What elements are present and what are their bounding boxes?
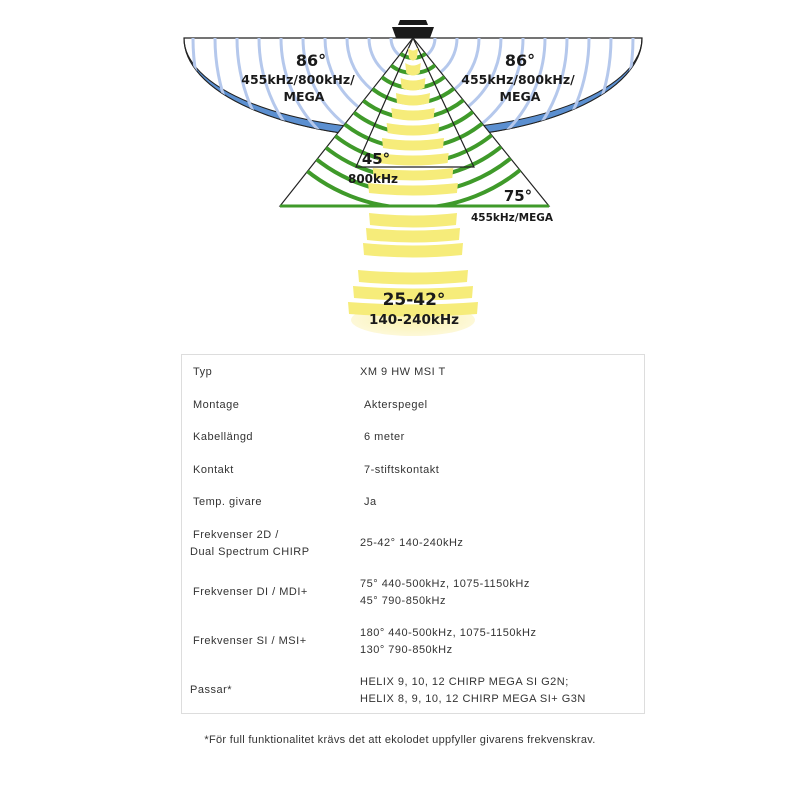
spec-label: Kontakt — [193, 464, 234, 476]
spec-label: Typ — [193, 366, 213, 378]
di-narrow-freq: 800kHz — [347, 172, 399, 186]
spec-value: 25-42° 140-240kHz — [360, 537, 464, 549]
spec-value: XM 9 HW MSI T — [360, 366, 446, 378]
spec-label: Kabellängd — [193, 431, 254, 443]
spec-value: 130° 790-850kHz — [360, 644, 453, 656]
spec-value: HELIX 8, 9, 10, 12 CHIRP MEGA SI+ G3N — [360, 693, 586, 705]
side-angle-left: 86° — [295, 51, 327, 70]
side-freq-right: 455kHz/800kHz/ — [461, 72, 575, 87]
spec-label: Frekvenser SI / MSI+ — [193, 635, 307, 647]
spec-value: 180° 440-500kHz, 1075-1150kHz — [360, 627, 537, 639]
down-beam-band — [363, 243, 463, 258]
spec-value: Akterspegel — [364, 399, 428, 411]
spec-value: 6 meter — [364, 431, 405, 443]
boat-hull-icon — [392, 20, 434, 38]
down-freq: 140-240kHz — [368, 312, 460, 328]
side-freq-left: 455kHz/800kHz/ — [241, 72, 355, 87]
spec-value: Ja — [364, 496, 377, 508]
spec-label: Dual Spectrum CHIRP — [190, 546, 310, 558]
down-angle: 25-42° — [382, 290, 446, 310]
specs-table — [181, 354, 645, 714]
side-angle-right: 86° — [504, 51, 536, 70]
sonar-beam-diagram — [0, 0, 800, 345]
side-mega-left: MEGA — [283, 89, 325, 104]
down-beam-band — [366, 228, 460, 243]
spec-label: Passar* — [190, 684, 233, 696]
spec-label: Temp. givare — [193, 496, 262, 508]
spec-value: 7-stiftskontakt — [364, 464, 440, 476]
side-mega-right: MEGA — [499, 89, 541, 104]
spec-value: 45° 790-850kHz — [360, 595, 447, 607]
spec-value: HELIX 9, 10, 12 CHIRP MEGA SI G2N; — [360, 676, 569, 688]
down-beam-band — [369, 213, 457, 228]
footnote: *För full funktionalitet krävs det att ekolodet uppfyller givarens frekvenskrav. — [204, 734, 596, 746]
spec-value: 75° 440-500kHz, 1075-1150kHz — [360, 578, 530, 590]
di-narrow-angle: 45° — [361, 150, 391, 168]
spec-label: Frekvenser DI / MDI+ — [193, 586, 308, 598]
down-beam-band — [358, 270, 468, 285]
di-wide-angle: 75° — [503, 187, 533, 205]
di-wide-freq: 455kHz/MEGA — [470, 212, 554, 224]
spec-label: Frekvenser 2D / — [193, 529, 279, 541]
spec-label: Montage — [193, 399, 240, 411]
